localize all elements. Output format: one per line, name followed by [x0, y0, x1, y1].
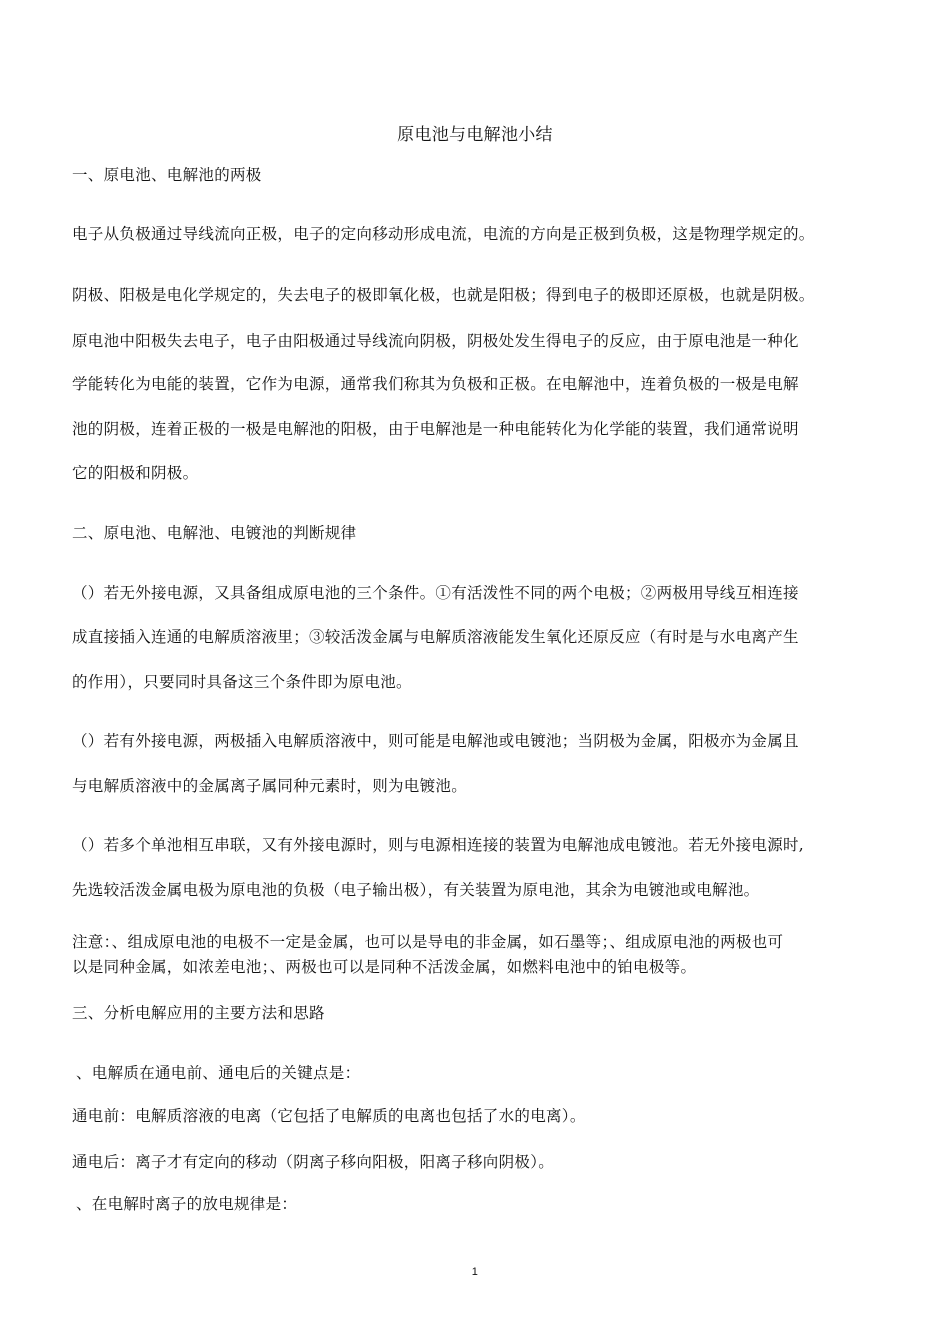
paragraph-line: 电子从负极通过导线流向正极，电子的定向移动形成电流，电流的方向是正极到负极，这是物理学规定的。: [72, 225, 815, 243]
note-line: 以是同种金属，如浓差电池；、两极也可以是同种不活泼金属，如燃料电池中的铂电极等。: [72, 958, 697, 976]
paragraph-line: 学能转化为电能的装置，它作为电源，通常我们称其为负极和正极。在电解池中，连着负极的一极是电解: [72, 375, 799, 393]
note-line: 注意：、组成原电池的电极不一定是金属，也可以是导电的非金属，如石墨等；、组成原电池的两极也可: [72, 933, 784, 951]
paragraph-line: 阴极、阳极是电化学规定的，失去电子的极即氧化极，也就是阳极；得到电子的极即还原极，也就是阴极。: [72, 286, 815, 304]
paragraph-line: （）若有外接电源，两极插入电解质溶液中，则可能是电解池或电镀池；当阴极为金属，阳极亦为金属且: [72, 732, 799, 750]
section-2-heading: 二、原电池、电解池、电镀池的判断规律: [72, 524, 357, 542]
section-3-heading: 三、分析电解应用的主要方法和思路: [72, 1004, 325, 1022]
paragraph-line: 池的阴极，连着正极的一极是电解池的阳极，由于电解池是一种电能转化为化学能的装置，我们通常说明: [72, 420, 799, 438]
paragraph-line: （）若无外接电源，又具备组成原电池的三个条件。①有活泼性不同的两个电极；②两极用导线互相连接: [72, 584, 799, 602]
paragraph-line: 通电后：离子才有定向的移动（阴离子移向阳极，阳离子移向阴极）。: [72, 1153, 555, 1171]
doc-title: 原电池与电解池小结: [397, 125, 553, 145]
paragraph-line: 的作用），只要同时具备这三个条件即为原电池。: [72, 673, 412, 691]
page-number: 1: [471, 1266, 479, 1278]
paragraph-line: 、电解质在通电前、通电后的关键点是：: [76, 1064, 361, 1082]
paragraph-line: 先选较活泼金属电极为原电池的负极（电子输出极），有关装置为原电池，其余为电镀池或电解池。: [72, 881, 760, 899]
paragraph-line: （）若多个单池相互串联，又有外接电源时，则与电源相连接的装置为电解池成电镀池。若无外接电源时,: [72, 836, 805, 854]
paragraph-line: 、在电解时离子的放电规律是：: [76, 1195, 298, 1213]
paragraph-line: 成直接插入连通的电解质溶液里；③较活泼金属与电解质溶液能发生氧化还原反应（有时是与水电离产生: [72, 628, 799, 646]
paragraph-line: 它的阳极和阴极。: [72, 464, 199, 482]
paragraph-line: 通电前：电解质溶液的电离（它包括了电解质的电离也包括了水的电离）。: [72, 1107, 586, 1125]
section-1-heading: 一、原电池、电解池的两极: [72, 166, 262, 184]
paragraph-line: 原电池中阳极失去电子，电子由阳极通过导线流向阴极，阴极处发生得电子的反应，由于原电池是一种化: [72, 332, 799, 350]
paragraph-line: 与电解质溶液中的金属离子属同种元素时，则为电镀池。: [72, 777, 468, 795]
